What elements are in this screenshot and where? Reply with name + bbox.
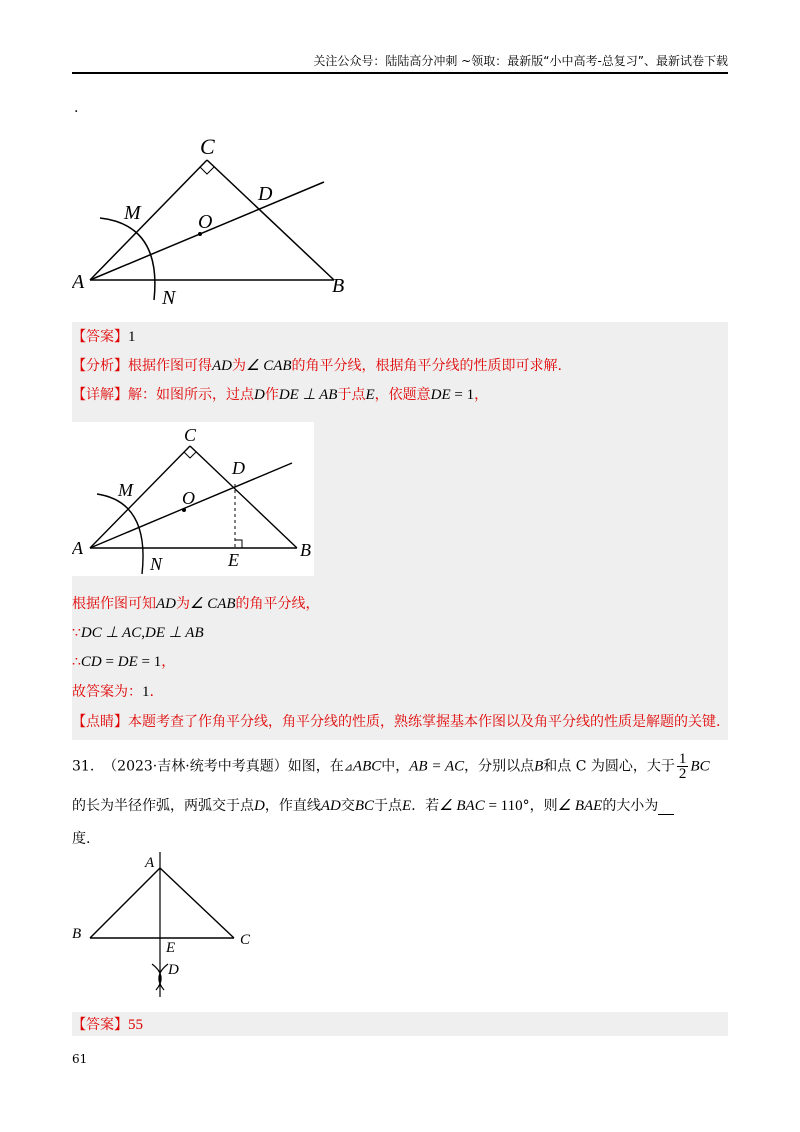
half-fraction <box>677 752 689 781</box>
q31-math-1: ABC <box>352 758 382 775</box>
q31-text-5: 的长为半径作弧，两弧交于点 <box>72 798 254 814</box>
q31-text-1: 如图，在 <box>287 758 344 775</box>
answer31-tag: 【答案】 <box>72 1017 128 1033</box>
fig3-label-b: B <box>72 926 82 942</box>
answer-30-line <box>72 328 136 346</box>
q31-text-3: ，分别以点 <box>464 758 535 775</box>
fig2-label-e: E <box>228 550 239 570</box>
analysis-line <box>72 357 562 375</box>
fig2-label-c: C <box>184 425 197 445</box>
point-line <box>72 713 720 731</box>
fig3-label-d: D <box>168 962 179 978</box>
solution-line-4 <box>72 683 154 701</box>
fraction-numerator: 1 <box>678 751 687 767</box>
answer-blank <box>658 800 674 815</box>
figure-3-svg <box>72 852 262 1002</box>
q31-math-10: = 110 <box>484 798 523 814</box>
sol2-math-2: DE ⊥ AB <box>144 625 204 641</box>
q31-line-1 <box>72 752 710 781</box>
sol1-math-2: ∠ CAB <box>190 596 236 612</box>
figure-3 <box>72 852 262 1002</box>
sol4-text-2: . <box>149 684 154 700</box>
q31-math-6: AD <box>320 798 341 814</box>
analysis-text-3: 的角平分线，根据角平分线的性质即可求解. <box>291 358 562 374</box>
sol3-math-2: = <box>101 654 118 670</box>
page-header: 关注公众号：陆陆高分冲刺 ~领取：最新版“小中高考-总复习”、最新试卷下载 <box>313 54 728 68</box>
detail-text-4: ，依题意 <box>374 387 431 403</box>
figure-1-svg <box>72 130 362 310</box>
fig2-label-b: B <box>300 540 311 560</box>
answer-31-block <box>72 1012 728 1036</box>
fig1-label-b: B <box>332 275 345 297</box>
figure-1 <box>72 130 362 310</box>
q31-source: （2023·吉林·统考中考真题） <box>103 758 288 775</box>
answer-value: 1 <box>128 329 136 345</box>
sol3-text-1: ， <box>161 654 176 670</box>
q31-math-4: BC <box>690 758 710 775</box>
fig1-label-d: D <box>258 183 273 205</box>
answer-tag: 【答案】 <box>72 329 128 345</box>
fig1-label-c: C <box>200 134 215 159</box>
q31-text-10: °，则 <box>522 798 558 814</box>
analysis-tag: 【分析】 <box>72 358 128 374</box>
analysis-math-1: AD <box>212 358 232 374</box>
page-number: 61 <box>72 1052 88 1066</box>
because-symbol: ∵ <box>72 625 81 641</box>
point-text: 本题考查了作角平分线，角平分线的性质，熟练掌握基本作图以及角平分线的性质是解题的关键. <box>128 714 721 730</box>
leading-dot: . <box>74 100 79 116</box>
fig2-label-d: D <box>232 458 245 478</box>
fig1-label-n: N <box>162 287 176 309</box>
detail-math-3: E <box>365 387 375 403</box>
q31-math-2: AB = AC <box>409 758 465 775</box>
solution-line-1 <box>72 595 320 613</box>
q31-math-9: ∠ BAC <box>439 798 485 814</box>
solution-line-3 <box>72 653 175 671</box>
solution-line-2 <box>72 624 204 642</box>
q31-text-4: 和点 C 为圆心，大于 <box>543 758 675 775</box>
sol4-math-1: 1 <box>142 684 150 700</box>
sol2-math-1: DC ⊥ AC <box>80 625 142 641</box>
figure-2-svg <box>72 422 314 576</box>
sol3-math-1: CD <box>80 654 102 670</box>
q31-text-11: 的大小为 <box>602 798 659 814</box>
q31-text-8: 于点 <box>374 798 403 814</box>
q31-math-5: D <box>254 798 265 814</box>
detail-tag: 【详解】 <box>72 387 128 403</box>
triangle-symbol: ⊿ <box>343 760 353 774</box>
fig1-label-a: A <box>72 271 85 293</box>
analysis-text-1: 根据作图可得 <box>128 358 212 374</box>
detail-text-5: ， <box>474 387 489 403</box>
answer-31-line <box>72 1016 143 1034</box>
fig2-label-o: O <box>182 488 195 508</box>
detail-text-3: 于点 <box>337 387 366 403</box>
q31-text-6: ，作直线 <box>264 798 321 814</box>
detail-text-1: 解：如图所示，过点 <box>128 387 254 403</box>
fig3-label-c: C <box>240 932 251 948</box>
fraction-denominator: 2 <box>678 766 687 782</box>
answer31-value: 55 <box>128 1017 143 1033</box>
q31-text-12: 度. <box>72 831 91 847</box>
fig2-label-a: A <box>72 538 83 558</box>
fig1-label-m: M <box>124 202 141 224</box>
fig2-label-n: N <box>150 554 163 574</box>
q31-number: 31. <box>72 758 95 775</box>
sol2-comma: , <box>141 625 145 641</box>
q31-line-3 <box>72 830 90 848</box>
header-rule <box>72 72 728 74</box>
sol3-math-3: DE <box>117 654 138 670</box>
analysis-text-2: 为 <box>232 358 246 374</box>
q31-text-9: ．若 <box>411 798 440 814</box>
q31-text-7: 交 <box>340 798 355 814</box>
figure-2 <box>72 422 314 576</box>
sol4-text-1: 故答案为： <box>72 684 142 700</box>
detail-math-4: DE <box>430 387 451 403</box>
analysis-math-2: ∠ CAB <box>246 358 292 374</box>
fig2-label-m: M <box>118 480 133 500</box>
fig1-label-o: O <box>198 211 213 233</box>
fig3-label-e: E <box>166 940 176 956</box>
detail-line <box>72 386 488 404</box>
fig3-label-a: A <box>145 855 155 871</box>
q31-math-3: B <box>534 758 544 775</box>
q31-math-8: E <box>402 798 412 814</box>
detail-text-2: 作 <box>264 387 279 403</box>
sol1-text-2: 为 <box>176 596 190 612</box>
detail-math-2: DE ⊥ AB <box>278 387 338 403</box>
q31-text-2: 中， <box>381 758 410 775</box>
sol3-math-4: = 1 <box>137 654 162 670</box>
point-tag: 【点睛】 <box>72 714 128 730</box>
therefore-symbol: ∴ <box>72 654 81 670</box>
sol1-text-3: 的角平分线， <box>235 596 320 612</box>
q31-math-7: BC <box>354 798 375 814</box>
sol1-math-1: AD <box>156 596 176 612</box>
detail-math-1: D <box>254 387 265 403</box>
q31-line-2 <box>72 797 674 815</box>
detail-math-5: = 1 <box>450 387 475 403</box>
sol1-text-1: 根据作图可知 <box>72 596 156 612</box>
q31-math-11: ∠ BAE <box>557 798 603 814</box>
